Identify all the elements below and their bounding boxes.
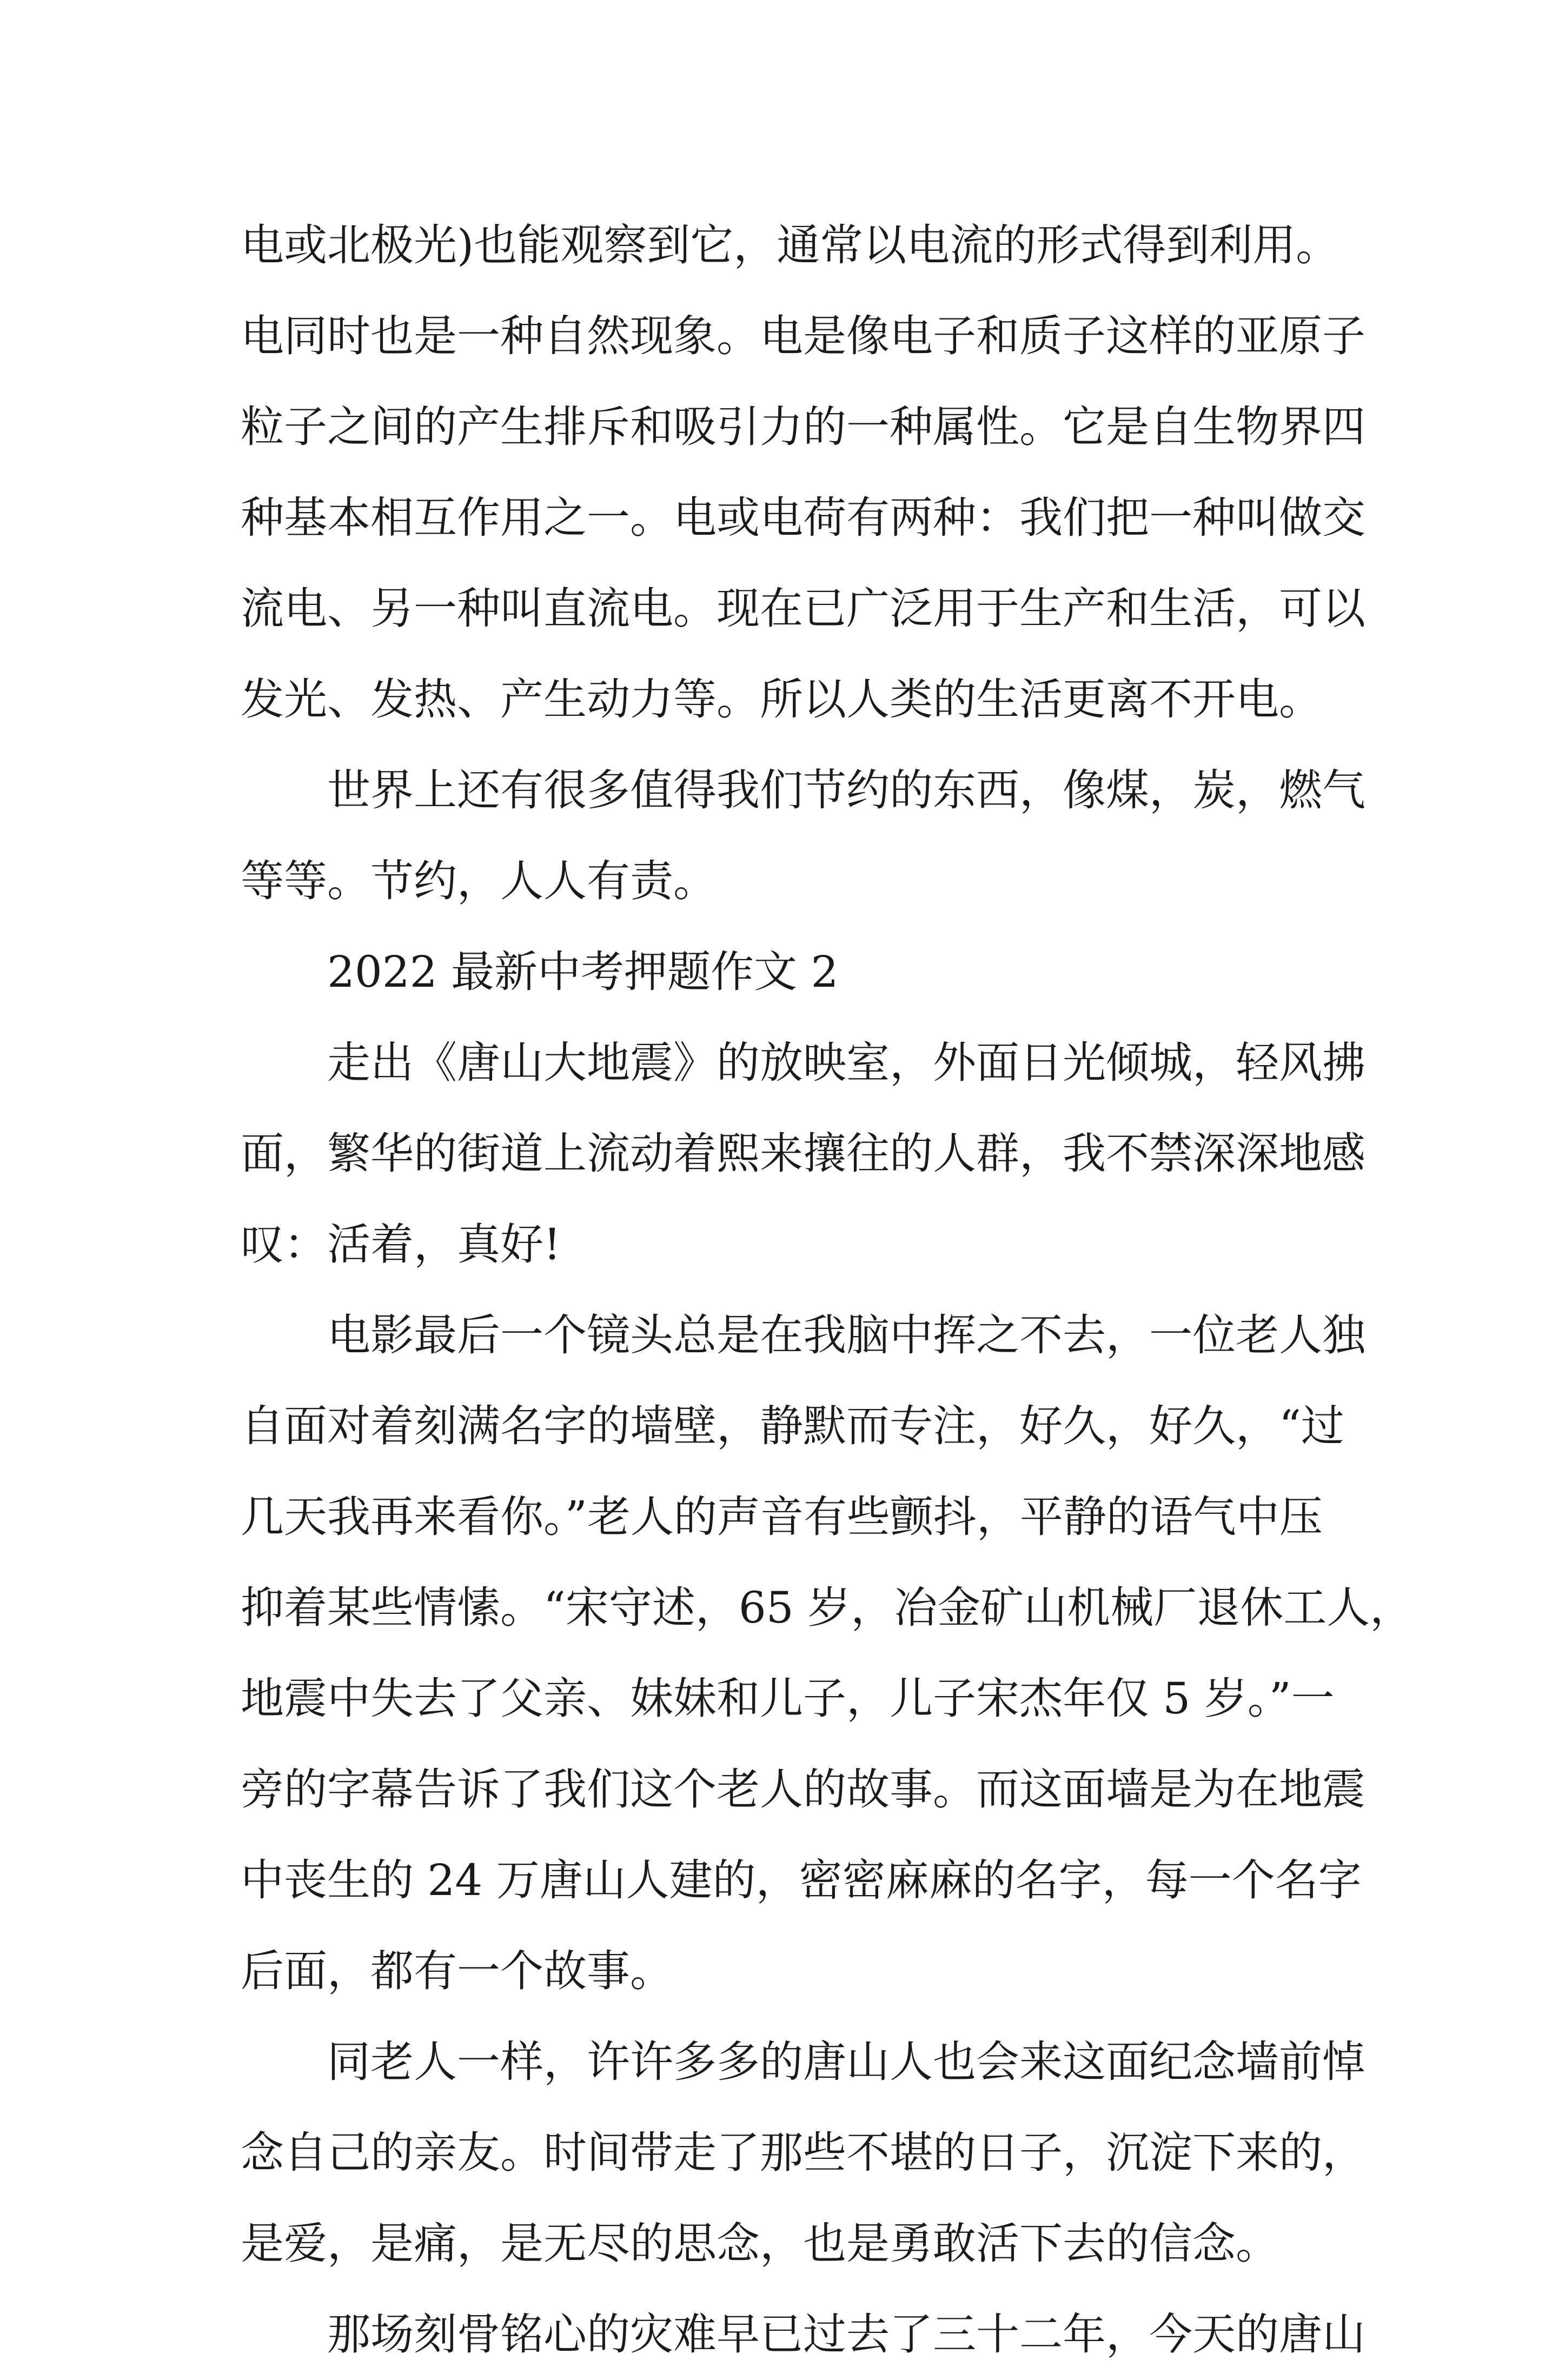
text-line: 自面对着刻满名字的墙壁，静默而专注，好久，好久，“过 <box>241 1401 1344 1451</box>
text-line: 旁的字幕告诉了我们这个老人的故事。而这面墙是为在地震 <box>241 1764 1365 1814</box>
text-line: 面，繁华的街道上流动着熙来攘往的人群，我不禁深深地感 <box>241 1128 1365 1179</box>
text-line: 中丧生的 24 万唐山人建的，密密麻麻的名字，每一个名字 <box>241 1855 1362 1905</box>
text-line: 流电、另一种叫直流电。现在已广泛用于生产和生活，可以 <box>241 583 1365 634</box>
text-line: 是爱，是痛，是无尽的思念，也是勇敢活下去的信念。 <box>241 2218 1279 2269</box>
text-line: 种基本相互作用之一。电或电荷有两种：我们把一种叫做交 <box>241 493 1365 543</box>
text-line: 地震中失去了父亲、妹妹和儿子，儿子宋杰年仅 5 岁。”一 <box>241 1673 1335 1724</box>
text-line: 发光、发热、产生动力等。所以人类的生活更离不开电。 <box>241 674 1322 724</box>
paragraph-first-line: 同老人一样，许许多多的唐山人也会来这面纪念墙前悼 <box>327 2037 1365 2087</box>
paragraph-first-line: 那场刻骨铭心的灾难早已过去了三十二年，今天的唐山 <box>327 2309 1365 2359</box>
text-line: 粒子之间的产生排斥和吸引力的一种属性。它是自生物界四 <box>241 402 1365 452</box>
text-line: 电或北极光)也能观察到它，通常以电流的形式得到利用。 <box>241 220 1339 270</box>
document-body <box>241 200 1414 2380</box>
text-line: 叹：活着，真好! <box>241 1219 561 1269</box>
text-line: 电同时也是一种自然现象。电是像电子和质子这样的亚原子 <box>241 311 1365 361</box>
paragraph-first-line: 走出《唐山大地震》的放映室，外面日光倾城，轻风拂 <box>327 1038 1365 1088</box>
text-line: 念自己的亲友。时间带走了那些不堪的日子，沉淀下来的， <box>241 2128 1365 2178</box>
paragraph-first-line: 电影最后一个镜头总是在我脑中挥之不去，一位老人独 <box>327 1310 1365 1360</box>
section-heading: 2022 最新中考押题作文 2 <box>327 947 839 997</box>
text-line: 等等。节约，人人有责。 <box>241 856 717 906</box>
text-line: 抑着某些情愫。“宋守述，65 岁，冶金矿山机械厂退休工人， <box>241 1583 1414 1633</box>
text-line: 几天我再来看你。”老人的声音有些颤抖，平静的语气中压 <box>241 1492 1323 1542</box>
paragraph-first-line: 世界上还有很多值得我们节约的东西，像煤，炭，燃气 <box>327 765 1365 815</box>
text-line: 后面，都有一个故事。 <box>241 1946 673 1996</box>
